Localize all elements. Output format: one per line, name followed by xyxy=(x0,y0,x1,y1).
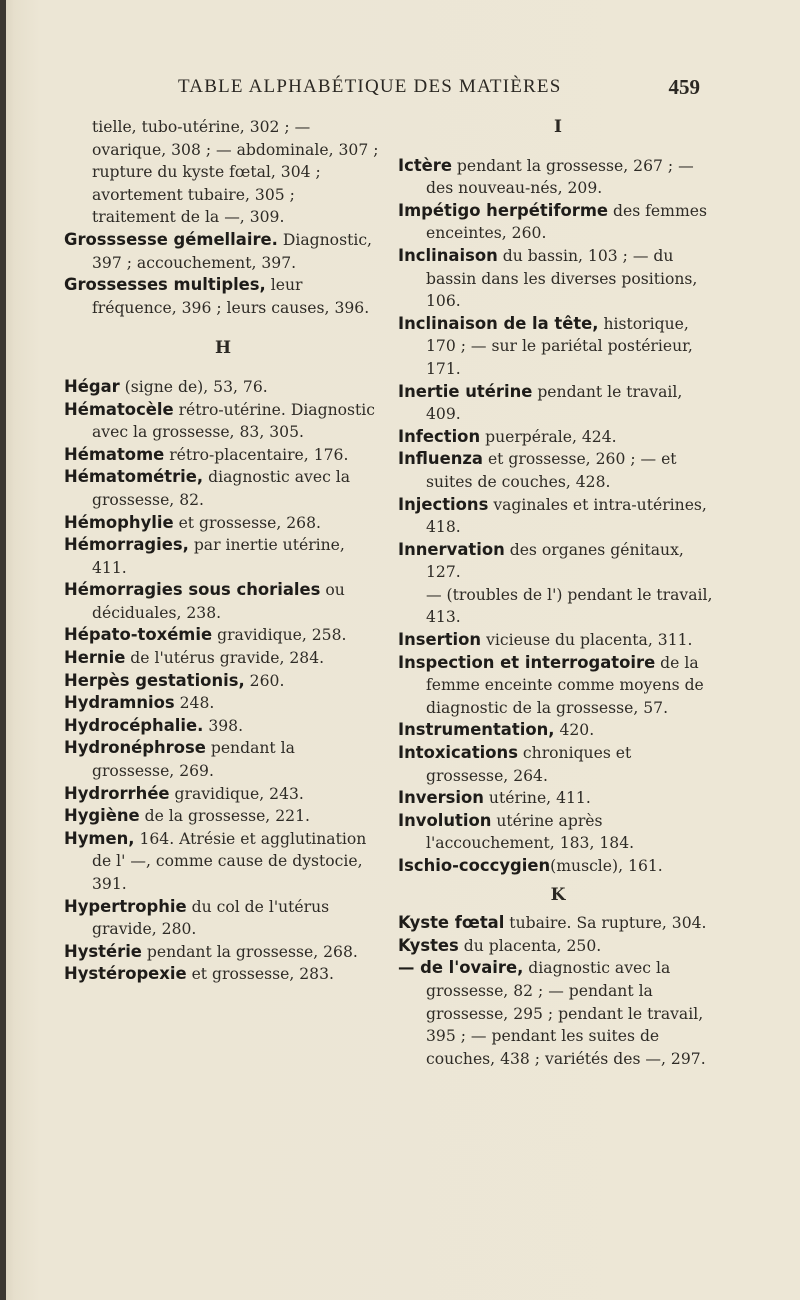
index-entry xyxy=(398,155,718,200)
section-letter-k: K xyxy=(550,884,566,905)
entry-text: par inertie utérine, 411. xyxy=(92,536,345,577)
entry-text: pendant la grossesse, 269. xyxy=(92,739,295,781)
index-entry xyxy=(64,941,382,964)
entry-text: (signe de), 53, 76. xyxy=(119,377,268,396)
index-entry xyxy=(398,245,718,313)
entry-headword: Hémorragies sous choriales xyxy=(64,580,321,600)
entry-text: rétro-utérine. Diagnostic avec la grossesse, 83, 305. xyxy=(92,400,376,442)
entry-headword: Involution xyxy=(398,810,492,830)
entry-headword: Kystes xyxy=(398,935,459,955)
entry-text: et grossesse, 268. xyxy=(173,513,321,532)
entries-h xyxy=(64,376,382,986)
entry-headword: Grosssesse gémellaire. xyxy=(64,229,278,249)
entry-text: et grossesse, 283. xyxy=(186,965,334,984)
section-letter-i: I xyxy=(554,117,562,137)
index-entry xyxy=(398,200,718,245)
entry-headword: Hématocèle xyxy=(64,399,174,419)
entry-text: Diagnostic, 397 ; accouchement, 397. xyxy=(92,230,373,272)
entry-headword: Intoxications xyxy=(398,743,518,763)
entry-headword: Hydrorrhée xyxy=(64,783,170,803)
entries-i xyxy=(398,155,718,878)
entry-headword: Impétigo herpétiforme xyxy=(398,200,609,220)
index-entry xyxy=(64,274,382,319)
entry-text: chroniques et grossesse, 264. xyxy=(426,744,632,785)
index-entry xyxy=(398,584,718,629)
page-number: 459 xyxy=(668,75,700,99)
entry-headword: Innervation xyxy=(398,539,505,559)
entry-text: rétro-placentaire, 176. xyxy=(164,445,349,464)
entry-text: des organes génitaux, 127. xyxy=(426,540,684,582)
entry-text: diagnostic avec la grossesse, 82 ; — pendant la grossesse, 295 ; pendant le travail, 395 ; — pendant les suites de couches, 438 ; variétés des —, 297. xyxy=(426,959,706,1068)
entry-text: pendant la grossesse, 268. xyxy=(141,942,358,961)
index-entry xyxy=(398,381,718,426)
entry-text: de l'utérus gravide, 284. xyxy=(125,649,325,668)
entry-headword: Grossesses multiples, xyxy=(64,275,266,295)
entry-headword: Inertie utérine xyxy=(398,381,533,401)
entry-headword: Herpès gestationis, xyxy=(64,670,245,690)
entry-text: du bassin, 103 ; — du bassin dans les diverses positions, 106. xyxy=(426,246,698,311)
index-entry xyxy=(398,935,718,958)
entry-headword: Hématométrie, xyxy=(64,467,204,487)
index-entry xyxy=(64,783,382,806)
entry-headword: Hernie xyxy=(64,648,126,668)
entry-text: ou déciduales, 238. xyxy=(92,581,345,622)
entry-text: 420. xyxy=(554,721,595,740)
entry-text: pendant le travail, 409. xyxy=(426,382,683,424)
right-column xyxy=(398,116,718,1070)
index-entry xyxy=(64,624,382,647)
index-entry xyxy=(64,828,382,896)
index-entry xyxy=(64,805,382,828)
entry-headword: Hystérie xyxy=(64,941,142,961)
entry-text: 248. xyxy=(174,694,215,713)
entry-text: utérine après l'accouchement, 183, 184. xyxy=(426,811,635,853)
index-entry xyxy=(398,448,718,493)
entry-headword: Ischio-coccygien xyxy=(398,856,551,875)
entries-g xyxy=(64,229,382,319)
entry-headword: Instrumentation, xyxy=(398,720,555,740)
entry-text: de la femme enceinte comme moyens de diagnostic de la grossesse, 57. xyxy=(426,653,704,717)
entry-text: puerpérale, 424. xyxy=(480,427,617,446)
entry-text: du col de l'utérus gravide, 280. xyxy=(92,897,330,939)
index-entry xyxy=(64,399,382,444)
index-entry xyxy=(64,692,382,715)
entry-text: (muscle), 161. xyxy=(550,857,663,875)
entry-text: du placenta, 250. xyxy=(458,936,602,955)
index-entry xyxy=(64,737,382,782)
index-entry xyxy=(64,534,382,579)
index-entry xyxy=(64,896,382,941)
index-entry xyxy=(398,742,718,787)
index-entry xyxy=(64,579,382,624)
index-entry xyxy=(398,539,718,584)
entry-headword: Insertion xyxy=(398,630,482,650)
entry-headword: Inclinaison de la tête, xyxy=(398,313,599,333)
index-entry xyxy=(64,229,382,274)
index-entry xyxy=(398,719,718,742)
index-entry xyxy=(64,512,382,535)
index-entry xyxy=(398,313,718,381)
entries-k xyxy=(398,912,718,1070)
entry-headword: — de l'ovaire, xyxy=(398,958,524,978)
entry-headword: Hygiène xyxy=(64,806,140,826)
index-entry xyxy=(64,715,382,738)
entry-headword: Hydramnios xyxy=(64,693,175,713)
entry-text: gravidique, 258. xyxy=(212,626,347,645)
index-entry xyxy=(398,426,718,449)
page-spine-shadow xyxy=(0,0,6,1300)
entry-text: vicieuse du placenta, 311. xyxy=(481,631,693,650)
index-entry xyxy=(64,670,382,693)
entry-text: de la grossesse, 221. xyxy=(139,807,310,826)
entry-text: 164. Atrésie et agglutination de l' —, comme cause de dystocie, 391. xyxy=(92,829,367,893)
index-entry xyxy=(398,787,718,810)
header-title: TABLE ALPHABÉTIQUE DES MATIÈRES xyxy=(178,76,562,97)
entry-text: leur fréquence, 396 ; leurs causes, 396. xyxy=(92,276,370,317)
running-header xyxy=(178,76,700,102)
entry-text: diagnostic avec la grossesse, 82. xyxy=(92,468,351,509)
entry-headword: Hématome xyxy=(64,444,165,464)
entry-headword: Hystéropexie xyxy=(64,964,187,984)
section-letter-h: H xyxy=(214,338,232,359)
entry-text: historique, 170 ; — sur le pariétal postérieur, 171. xyxy=(426,314,693,378)
entry-headword: Inclinaison xyxy=(398,245,498,265)
entry-headword: Inspection et interrogatoire xyxy=(398,652,656,672)
entry-headword: Hémorragies, xyxy=(64,535,189,555)
index-entry xyxy=(398,912,718,935)
entry-headword: Kyste fœtal xyxy=(398,913,505,933)
entry-text: pendant la grossesse, 267 ; — des nouveau-nés, 209. xyxy=(426,156,694,198)
entry-headword: Influenza xyxy=(398,449,483,469)
entry-text: 398. xyxy=(203,716,244,735)
index-entry xyxy=(64,647,382,670)
index-entry xyxy=(398,810,718,855)
index-entry xyxy=(64,466,382,511)
index-entry xyxy=(398,855,718,878)
entry-text: gravidique, 243. xyxy=(169,784,304,803)
index-entry xyxy=(64,444,382,467)
entry-headword: Hydronéphrose xyxy=(64,738,206,758)
entry-headword: Injections xyxy=(398,494,489,514)
index-entry xyxy=(398,652,718,720)
entry-headword: Hydrocéphalie. xyxy=(64,715,204,735)
index-entry xyxy=(398,629,718,652)
entry-text: — (troubles de l') pendant le travail, 413. xyxy=(426,585,713,627)
index-entry xyxy=(398,957,718,1070)
left-column xyxy=(64,116,382,986)
index-entry xyxy=(64,963,382,986)
entry-headword: Hymen, xyxy=(64,828,135,848)
entry-headword: Hégar xyxy=(64,376,120,396)
entry-text: utérine, 411. xyxy=(483,789,591,808)
entry-text: tubaire. Sa rupture, 304. xyxy=(504,914,707,933)
entry-headword: Hypertrophie xyxy=(64,896,187,916)
entry-headword: Hépato-toxémie xyxy=(64,625,213,645)
continuation-text: tielle, tubo-utérine, 302 ; — ovarique, 308 ; — abdominale, 307 ; rupture du kyste fœtal, 304 ; avortement tubaire, 305 ; traitement de la —, 309. xyxy=(92,118,379,227)
entry-headword: Ictère xyxy=(398,155,452,175)
entry-text: vaginales et intra-utérines, 418. xyxy=(426,495,707,537)
entry-headword: Infection xyxy=(398,426,481,446)
index-entry xyxy=(398,494,718,539)
entry-text: et grossesse, 260 ; — et suites de couches, 428. xyxy=(426,450,677,491)
index-entry xyxy=(64,376,382,399)
entry-headword: Inversion xyxy=(398,788,484,808)
entry-text: 260. xyxy=(244,671,285,690)
entry-text: des femmes enceintes, 260. xyxy=(426,201,707,243)
entry-headword: Hémophylie xyxy=(64,512,174,532)
